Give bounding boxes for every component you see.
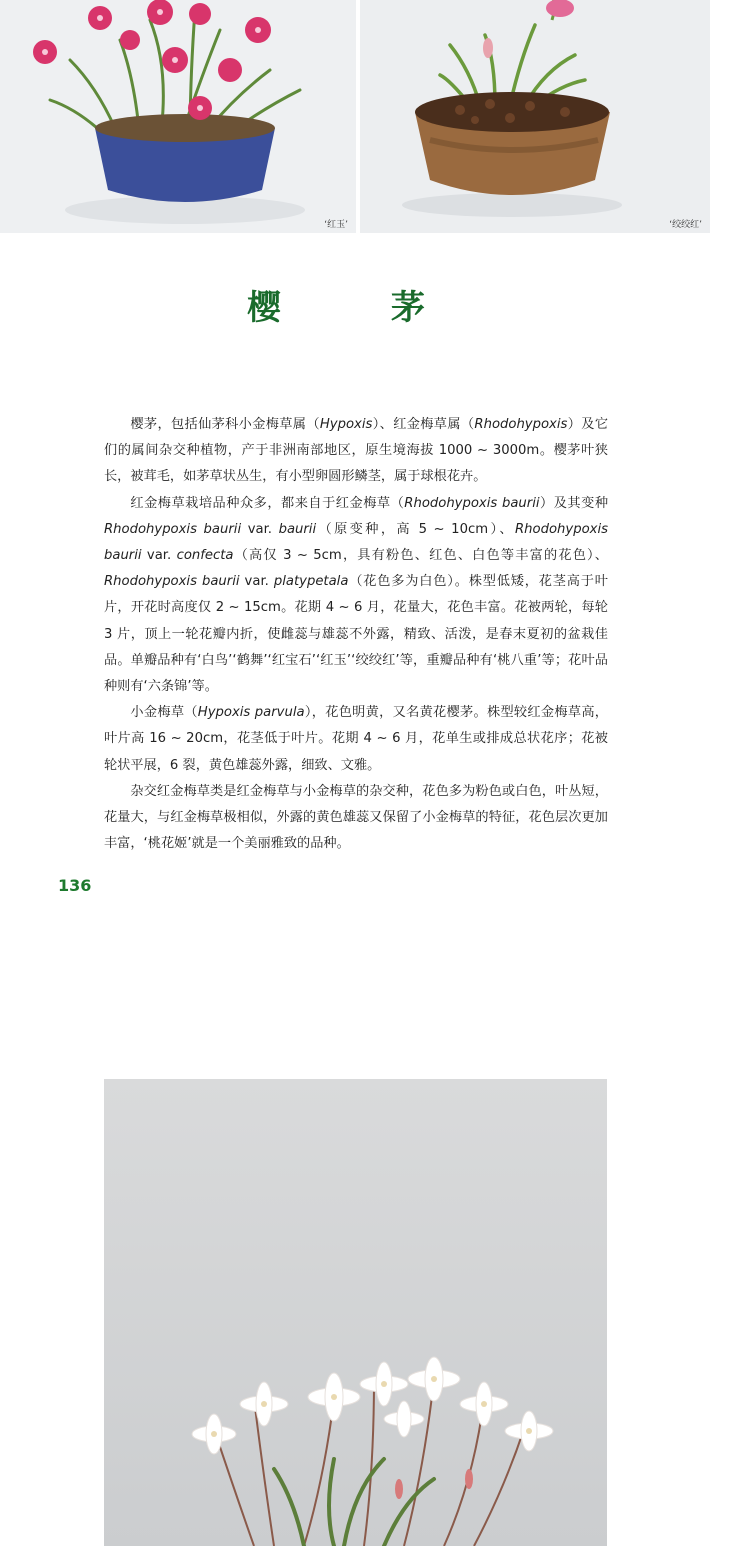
text-segment: ）、红金梅草属（	[372, 417, 475, 432]
latin-name: Rhodohypoxis	[474, 417, 568, 432]
text-segment: ）及它们的属间杂交种植物，产于非洲南部地区，原生境海拔 1000 ~ 3000m。樱茅叶狭长，被茸毛，如茅草状丛生，有小型卵圆形鳞茎，属于球根花卉。	[104, 417, 609, 485]
text-segment: var.	[241, 521, 279, 537]
photo-caption: ‘红玉’	[324, 220, 348, 230]
page-title: 樱 茅	[247, 288, 463, 328]
latin-name: Hypoxis parvula	[197, 705, 305, 721]
text-segment: （原变种，高 5 ~ 10cm）、	[316, 521, 516, 537]
article-body	[104, 412, 608, 857]
latin-name: Rhodohypoxis baurii	[104, 574, 240, 590]
latin-name: Rhodohypoxis baurii	[404, 495, 540, 511]
text-segment: （高仅 3 ~ 5cm，具有粉色、红色、白色等丰富的花色）、	[233, 548, 608, 564]
text-segment: ）及其变种	[539, 495, 609, 511]
potted-plant-illustration	[0, 0, 356, 233]
text-segment: var.	[141, 548, 177, 564]
white-flower-illustration	[104, 1079, 607, 1546]
paragraph	[104, 700, 608, 779]
photo-jiaojiaohong	[360, 0, 710, 233]
paragraph	[104, 412, 608, 491]
latin-name: confecta	[176, 548, 234, 564]
latin-name: Hypoxis	[319, 417, 373, 432]
text-segment: var.	[239, 574, 274, 590]
text-segment: （花色多为白色）。株型低矮，花茎高于叶片，开花时高度仅 2 ~ 15cm。花期 4 ~ 6 月，花量大，花色丰富。花被两轮，每轮 3 片，顶上一轮花瓣内折，使雌蕊与雄蕊不外露，精致、活泼，是春末夏初的盆栽佳品。单瓣品种有‘白鸟’‘鹤舞’‘红宝石’‘红玉’‘绞绞红’等，重瓣品种有‘桃八重’等；花叶品种则有‘六条锦’等。	[104, 574, 608, 695]
latin-name: Rhodohypoxis baurii	[104, 521, 608, 564]
latin-name: Rhodohypoxis baurii	[104, 521, 242, 537]
latin-name: baurii	[278, 521, 317, 537]
page-number: 136	[58, 876, 92, 895]
text-segment: 杂交红金梅草类是红金梅草与小金梅草的杂交种，花色多为粉色或白色，叶丛短，花量大，与红金梅草极相似，外露的黄色雄蕊又保留了小金梅草的特征，花色层次更加丰富，‘桃花姬’就是一个美丽雅致的品种。	[104, 783, 608, 852]
paragraph	[104, 491, 608, 701]
paragraph	[104, 779, 608, 858]
text-segment: 红金梅草栽培品种众多，都来自于红金梅草（	[130, 495, 405, 511]
photo-white-flowers	[104, 1079, 607, 1546]
potted-plant-illustration	[360, 0, 710, 233]
text-segment: 小金梅草（	[130, 705, 198, 721]
latin-name: platypetala	[273, 574, 349, 590]
text-segment: 樱茅，包括仙茅科小金梅草属（	[130, 417, 320, 432]
text-segment: ），花色明黄，又名黄花樱茅。株型较红金梅草高，叶片高 16 ~ 20cm，花茎低于叶片。花期 4 ~ 6 月，花单生或排成总状花序；花被轮状平展，6 裂，黄色雄蕊外露，细致、文雅。	[104, 705, 608, 773]
photo-caption: ‘绞绞红’	[669, 220, 702, 230]
photo-hongyu	[0, 0, 356, 233]
